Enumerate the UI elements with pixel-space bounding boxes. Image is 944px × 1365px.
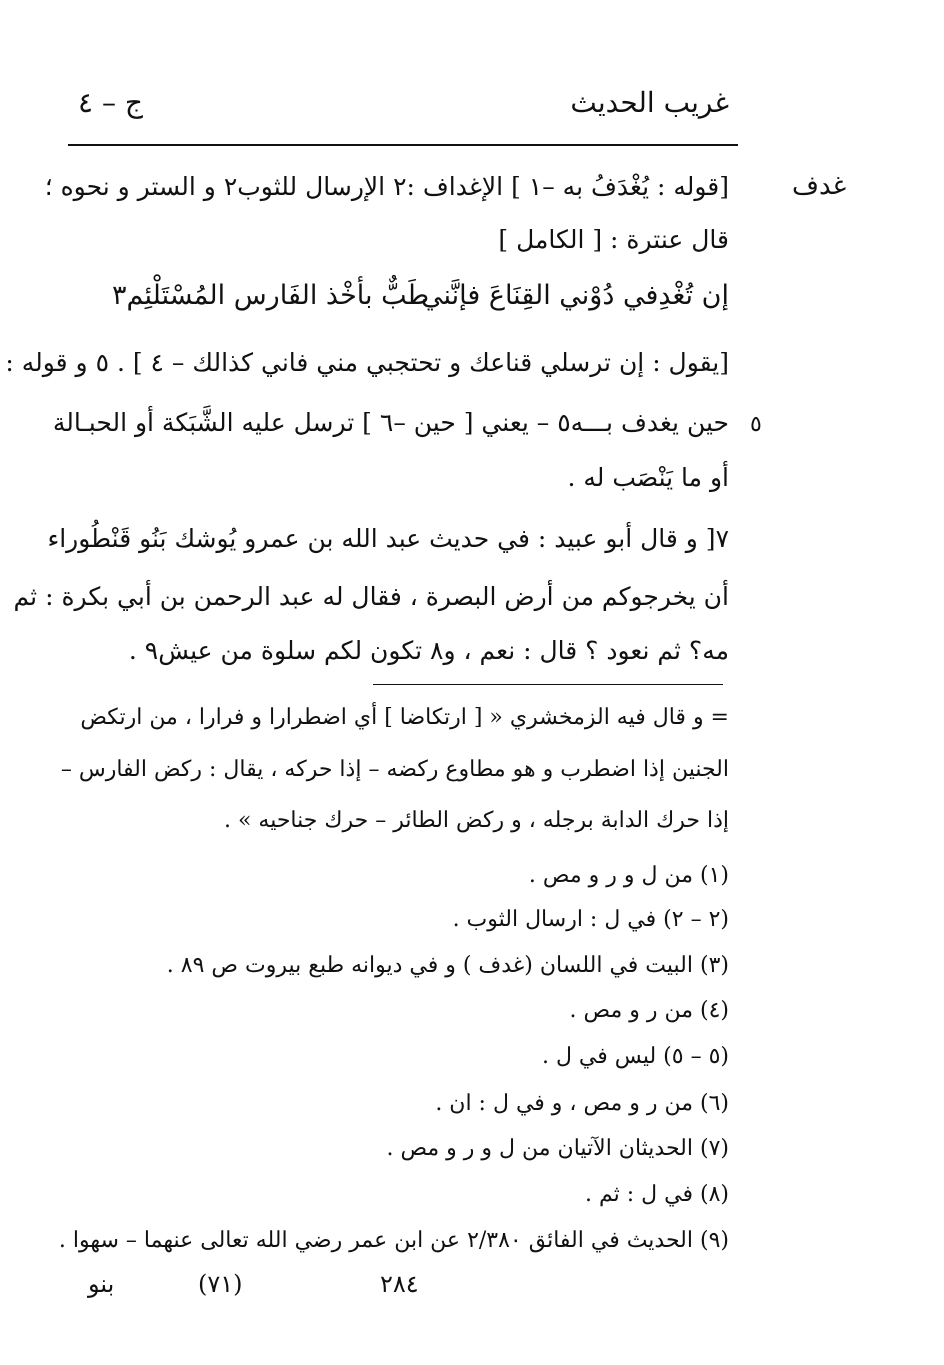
poem-hemistich-left: طَبٌّ بأخْذ الفَارس المُسْتَلْئِم٣ (112, 280, 430, 311)
running-title: غريب الحديث (570, 86, 729, 119)
text-line: مه؟ ثم نعود ؟ قال : نعم ، و٨ تكون لكم سلوة من عيش٩ . (128, 636, 729, 665)
poem-hemistich-right: إن تُغْدِفي دُوْني القِنَاعَ فإنَّني (420, 280, 729, 311)
footnote-rule (373, 684, 723, 685)
footnote: (٩) الحديث في الفائق ٢/٣٨٠ عن ابن عمر رضي الله تعالى عنهما – سهوا . (58, 1228, 729, 1253)
margin-line-number: ٥ (750, 412, 762, 437)
footnote: (٦) من ر و مص ، و في ل : ان . (435, 1091, 729, 1116)
note-line: الجنين إذا اضطرب و هو مطاوع ركضه – إذا حركه ، يقال : ركض الفارس – (60, 757, 729, 782)
note-line: = و قال فيه الزمخشري « [ ارتكاضا ] أي اضطرارا و فرارا ، من ارتكض (80, 705, 729, 730)
text-line: [قوله : يُغْدَفُ به –١ ] الإغداف :٢ الإرسال للثوب٢ و الستر و نحوه ؛ (44, 172, 729, 201)
text-line: ٧[ و قال أبو عبيد : في حديث عبد الله بن عمرو يُوشك بَنُو قَنْطُوراء (47, 524, 729, 553)
footnote: (٣) البيت في اللسان (غدف ) و في ديوانه طبع بيروت ص ٨٩ . (166, 953, 729, 978)
margin-headword: غدف (792, 171, 847, 201)
header-rule (68, 144, 738, 146)
volume-label: ج – ٤ (78, 86, 143, 119)
footnote: (٥ – ٥) ليس في ل . (541, 1044, 729, 1069)
footnote: (٧) الحديثان الآتيان من ل و ر و مص . (386, 1136, 729, 1161)
text-line: أو ما يَنْصَب له . (567, 463, 729, 492)
footnote: (١) من ل و ر و مص . (528, 863, 729, 888)
footnote: (٢ – ٢) في ل : ارسال الثوب . (452, 907, 729, 932)
footnote: (٤) من ر و مص . (569, 998, 729, 1023)
footnote: (٨) في ل : ثم . (585, 1182, 729, 1207)
text-line: حين يغدف بـــه٥ – يعني [ حين –٦ ] ترسل عليه الشَّبَكة أو الحبـالة (52, 408, 729, 437)
text-line: قال عنترة : [ الكامل ] (498, 225, 729, 254)
catchword: بنو (88, 1270, 115, 1298)
signature-mark: (٧١) (198, 1270, 243, 1298)
text-line: أن يخرجوكم من أرض البصرة ، فقال له عبد الرحمن بن أبي بكرة : ثم (13, 582, 729, 611)
page-number: ٢٨٤ (380, 1270, 419, 1298)
text-line: [يقول : إن ترسلي قناعك و تحتجبي مني فاني كذالك – ٤ ] . ٥ و قوله : (5, 348, 729, 377)
note-line: إذا حرك الدابة برجله ، و ركض الطائر – حرك جناحيه » . (223, 808, 729, 833)
